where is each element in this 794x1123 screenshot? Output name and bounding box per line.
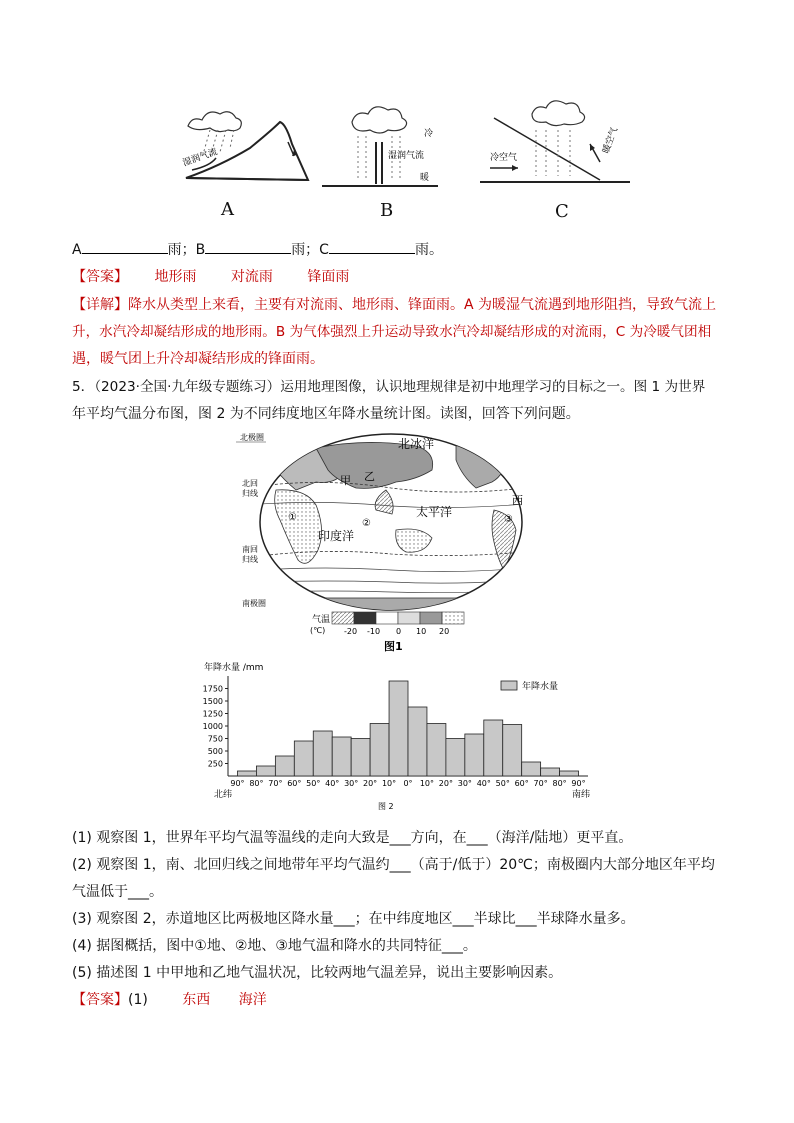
q5-question-4: (4) 据图概括，图中①地、②地、③地气温和降水的共同特征___。 (72, 938, 477, 954)
y-tick-label: 500 (207, 747, 223, 756)
x-tick-label: 50° (495, 779, 510, 788)
label-tropic-capricorn-1: 南回 (242, 545, 258, 554)
x-tick-label: 70° (268, 779, 283, 788)
q5-intro-line-1: 5．（2023·全国·九年级专题练习）运用地理图像，认识地理规律是初中地理学习的目标之一。图 1 为世界 (72, 379, 706, 395)
bar-40°-50°S (484, 720, 503, 776)
chart-legend-label: 年降水量 (522, 682, 559, 692)
bar-60°-50°N (294, 741, 313, 776)
x-tick-label: 90° (571, 779, 586, 788)
x-tick-label: 90° (230, 779, 245, 788)
rain-type-diagrams (180, 96, 640, 226)
diagram-label-b: B (380, 200, 394, 221)
label-tropic-cancer-1: 北回 (242, 479, 258, 488)
x-tick-label: 80° (249, 779, 264, 788)
x-tick-label: 20° (438, 779, 453, 788)
chart-x-left-label: 北纬 (214, 790, 233, 800)
diagram-c-frontal (480, 101, 630, 182)
bar-60°-70°S (522, 762, 541, 776)
q5-intro-line-2: 年平均气温分布图，图 2 为不同纬度地区年降水量统计图。读图，回答下列问题。 (72, 406, 580, 422)
label-south-polar-circle: 南极圈 (242, 599, 266, 608)
chart-y-label: 年降水量 /mm (204, 663, 264, 673)
y-tick-label: 1000 (202, 722, 223, 731)
bar-0°-10°S (408, 707, 427, 776)
legend-title-unit: (℃) (310, 626, 326, 635)
bar-40°-30°N (332, 737, 351, 776)
bar-70°-60°N (275, 756, 294, 776)
label-tropic-capricorn-2: 归线 (242, 555, 258, 564)
legend-tick: 10 (416, 627, 427, 636)
diagram-c-warm-text: 暖空气 (601, 126, 621, 156)
world-temperature-map (236, 430, 536, 654)
q4-detail-line-1: 【详解】降水从类型上来看，主要有对流雨、地形雨、锋面雨。A 为暖湿气流遇到地形阻挡，导致气流上 (72, 297, 717, 313)
legend-tick: -10 (367, 627, 381, 636)
diagram-c-cold-text: 冷空气 (490, 153, 518, 163)
q5-question-2-cont: 气温低于___。 (72, 884, 163, 900)
figure-2-caption: 图 2 (378, 802, 394, 811)
precipitation-bar-chart (196, 658, 606, 813)
label-point-3: ③ (504, 514, 513, 525)
y-tick-label: 1250 (202, 709, 223, 719)
temperature-legend-bar (332, 612, 464, 624)
q5-question-3: (3) 观察图 2，赤道地区比两极地区降水量___；在中纬度地区___半球比___半球降水量多。 (72, 911, 635, 927)
diagram-b-cold-text: 冷 (424, 129, 434, 139)
bar-80°-70°N (256, 766, 275, 776)
q4-answer: 【答案】 地形雨 对流雨 锋面雨 (72, 269, 350, 285)
bar-90°-80°N (237, 771, 256, 776)
q5-answer: 【答案】(1) 东西 海洋 (72, 992, 267, 1008)
bar-50°-60°S (503, 725, 522, 777)
q4-fill-line: A 雨；B 雨；C 雨。 (72, 239, 443, 260)
q4-detail-line-3: 遇，暖气团上升冷却凝结形成的锋面雨。 (72, 351, 324, 367)
y-tick-label: 1750 (202, 684, 223, 694)
label-indian-ocean: 印度洋 (318, 529, 355, 543)
label-point-1: ① (288, 512, 297, 523)
legend-title-temp: 气温 (312, 615, 331, 625)
bar-10°-0°N (389, 681, 408, 776)
bar-70°-80°S (541, 768, 560, 776)
label-west: 西 (512, 494, 523, 507)
q4-detail-line-2: 升，水汽冷却凝结形成的地形雨。B 为气体强烈上升运动导致水汽冷却凝结形成的对流雨，C 为冷暖气团相 (72, 324, 712, 340)
x-tick-label: 60° (514, 779, 529, 788)
bar-50°-40°N (313, 731, 332, 776)
x-tick-label: 10° (381, 779, 397, 788)
q5-answer-2: 海洋 (238, 992, 267, 1008)
bar-20°-30°S (446, 739, 465, 777)
q4-answer-3: 锋面雨 (307, 269, 350, 285)
q4-answer-1: 地形雨 (154, 269, 197, 285)
x-tick-label: 30° (457, 779, 472, 788)
legend-swatch (501, 681, 517, 690)
q5-answer-1: 东西 (182, 992, 211, 1008)
x-tick-label: 0° (403, 779, 413, 788)
x-tick-label: 40° (325, 779, 340, 788)
q5-question-5: (5) 描述图 1 中甲地和乙地气温状况，比较两地气温差异，说出主要影响因素。 (72, 965, 563, 981)
q5-question-1: (1) 观察图 1，世界年平均气温等温线的走向大致是___方向，在___（海洋/陆地）更平直。 (72, 830, 633, 846)
x-tick-label: 80° (552, 779, 567, 788)
x-tick-label: 20° (363, 779, 378, 788)
blank-c[interactable] (329, 239, 415, 254)
diagram-b-airflow-text: 湿润气流 (388, 151, 425, 161)
legend-tick: 0 (396, 627, 402, 636)
label-tropic-cancer-2: 归线 (242, 489, 258, 498)
blank-a[interactable] (82, 239, 168, 254)
label-pacific-ocean: 太平洋 (416, 505, 453, 519)
label-north-polar-circle: 北极圈 (240, 433, 264, 442)
label-yi: 乙 (364, 470, 375, 483)
label-point-2: ② (362, 518, 371, 529)
label-arctic-ocean: 北冰洋 (398, 437, 435, 451)
bar-20°-10°N (370, 724, 389, 777)
diagram-b-convectional (322, 107, 438, 186)
diagram-label-a: A (221, 199, 234, 220)
bar-10°-20°S (427, 724, 446, 777)
label-jia: 甲 (340, 474, 351, 487)
figure-1-caption: 图1 (384, 640, 403, 653)
q5-question-2: (2) 观察图 1，南、北回归线之间地带年平均气温约___（高于/低于）20℃；南极圈内大部分地区年平均 (72, 857, 715, 873)
x-tick-label: 60° (287, 779, 302, 788)
diagram-b-warm-text: 暖 (420, 173, 430, 183)
x-tick-label: 30° (344, 779, 359, 788)
bar-80°-90°S (560, 771, 579, 776)
x-tick-label: 10° (419, 779, 435, 788)
diagram-label-c: C (555, 201, 569, 222)
y-tick-label: 1500 (202, 697, 223, 706)
x-tick-label: 70° (533, 779, 548, 788)
x-tick-label: 40° (476, 779, 491, 788)
diagram-a-airflow-text: 湿润气流 (181, 147, 219, 169)
chart-x-right-label: 南纬 (572, 790, 591, 800)
legend-tick: -20 (344, 627, 358, 636)
x-tick-label: 50° (306, 779, 321, 788)
bar-30°-40°S (465, 734, 484, 776)
bar-30°-20°N (351, 739, 370, 777)
legend-tick: 20 (439, 627, 450, 636)
blank-b[interactable] (205, 239, 291, 254)
q4-answer-2: 对流雨 (230, 269, 273, 285)
diagram-a-orographic (181, 112, 308, 180)
y-tick-label: 750 (207, 734, 223, 744)
y-tick-label: 250 (207, 759, 223, 769)
